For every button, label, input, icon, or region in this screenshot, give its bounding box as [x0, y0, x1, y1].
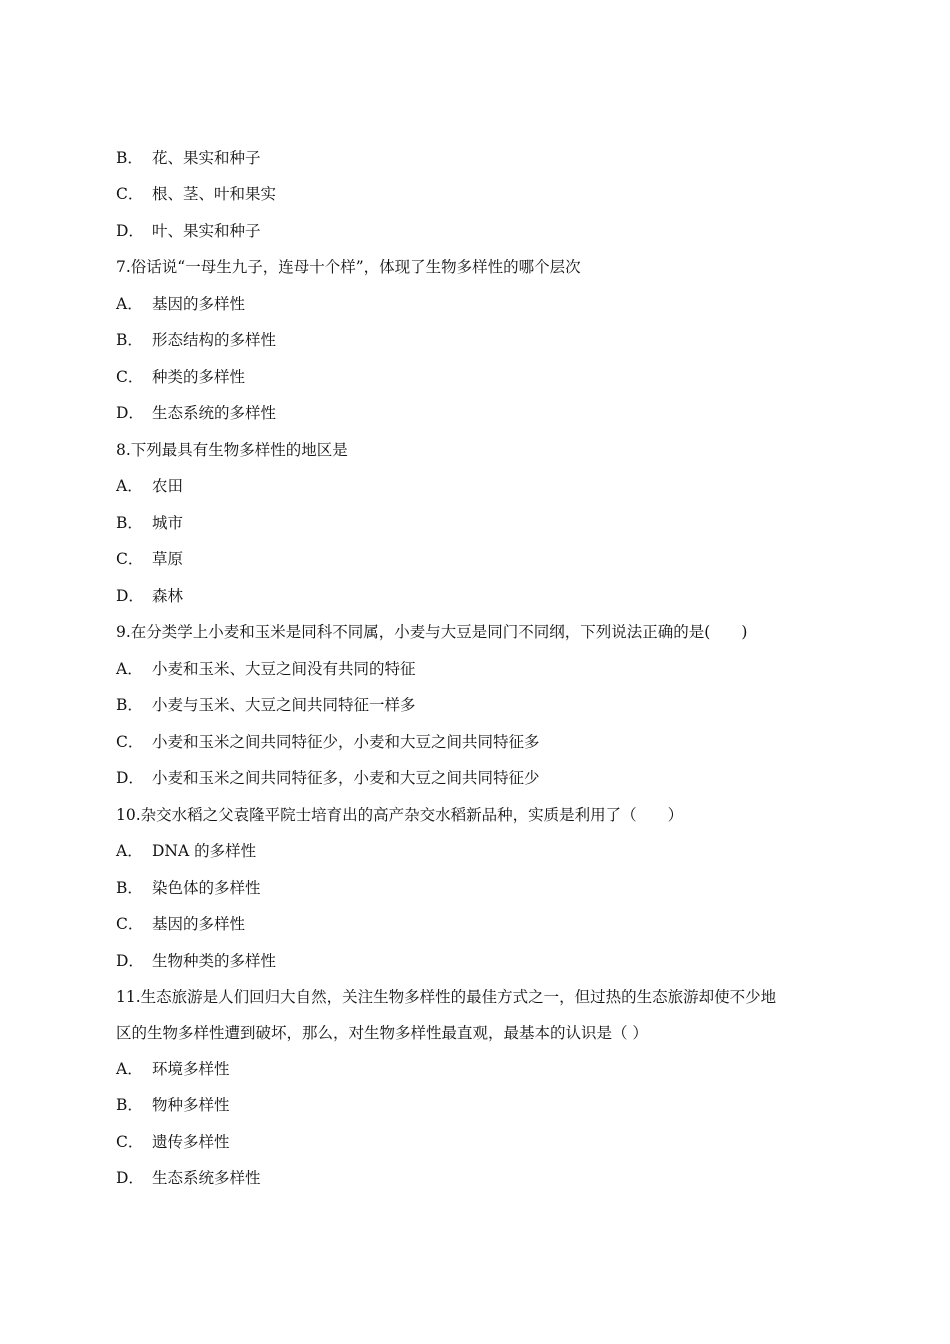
option-8a — [116, 476, 183, 496]
option-7b — [116, 330, 276, 350]
option-text: 遗传多样性 — [152, 1133, 230, 1151]
option-text: 生物种类的多样性 — [152, 952, 277, 970]
option-9a — [116, 659, 416, 679]
option-letter: C． — [116, 733, 144, 751]
question-11-stem-line1: 11.生态旅游是人们回归大自然，关注生物多样性的最佳方式之一，但过热的生态旅游却使不少地 — [116, 988, 777, 1006]
option-text: 生态系统多样性 — [152, 1169, 261, 1187]
option-letter: A． — [116, 477, 143, 495]
option-letter: C． — [116, 185, 144, 203]
option-letter: D． — [116, 404, 144, 422]
option-letter: A． — [116, 295, 143, 313]
option-text: 城市 — [152, 514, 184, 532]
option-text: 草原 — [152, 550, 184, 568]
option-text: 种类的多样性 — [152, 368, 246, 386]
question-11-stem-line2: 区的生物多样性遭到破坏，那么，对生物多样性最直观，最基本的认识是（ ） — [116, 1024, 648, 1042]
option-8d — [116, 586, 183, 606]
option-6c — [116, 184, 276, 204]
option-11a — [116, 1059, 230, 1079]
option-10b — [116, 878, 261, 898]
option-text: 小麦与玉米、大豆之间共同特征一样多 — [152, 696, 416, 714]
option-letter: D． — [116, 222, 144, 240]
option-text: 叶、果实和种子 — [152, 222, 261, 240]
option-text: 生态系统的多样性 — [152, 404, 277, 422]
question-7-stem: 7.俗话说“一母生九子，连母十个样”，体现了生物多样性的哪个层次 — [116, 258, 581, 276]
option-letter: D． — [116, 769, 144, 787]
option-letter: C． — [116, 550, 144, 568]
option-letter: B． — [116, 331, 143, 349]
option-letter: B． — [116, 514, 143, 532]
option-letter: A． — [116, 1060, 143, 1078]
option-text: 物种多样性 — [152, 1096, 230, 1114]
option-text: 环境多样性 — [152, 1060, 230, 1078]
option-text: 小麦和玉米之间共同特征少，小麦和大豆之间共同特征多 — [152, 733, 540, 751]
option-text: 形态结构的多样性 — [152, 331, 277, 349]
question-8-stem: 8.下列最具有生物多样性的地区是 — [116, 441, 348, 459]
option-text: 农田 — [152, 477, 184, 495]
option-text: 小麦和玉米之间共同特征多，小麦和大豆之间共同特征少 — [152, 769, 540, 787]
option-7d — [116, 403, 276, 423]
option-9c — [116, 732, 540, 752]
option-letter: C． — [116, 915, 144, 933]
question-9-stem: 9.在分类学上小麦和玉米是同科不同属，小麦与大豆是同门不同纲，下列说法正确的是( ) — [116, 623, 748, 641]
option-letter: B． — [116, 1096, 143, 1114]
option-11c — [116, 1132, 230, 1152]
option-letter: D． — [116, 952, 144, 970]
option-letter: D． — [116, 1169, 144, 1187]
option-11d — [116, 1168, 261, 1188]
option-text: DNA 的多样性 — [152, 842, 257, 860]
question-10-stem: 10.杂交水稻之父袁隆平院士培育出的高产杂交水稻新品种，实质是利用了（ ） — [116, 806, 684, 824]
option-7c — [116, 367, 245, 387]
option-letter: B． — [116, 879, 143, 897]
option-9d — [116, 768, 540, 788]
option-letter: A． — [116, 842, 143, 860]
option-9b — [116, 695, 416, 715]
option-10a — [116, 841, 256, 861]
option-6b — [116, 148, 261, 168]
option-10d — [116, 951, 276, 971]
option-6d — [116, 221, 261, 241]
option-text: 花、果实和种子 — [152, 149, 261, 167]
option-7a — [116, 294, 245, 314]
option-letter: B． — [116, 149, 143, 167]
option-text: 森林 — [152, 587, 184, 605]
option-letter: A． — [116, 660, 143, 678]
option-text: 染色体的多样性 — [152, 879, 261, 897]
option-text: 基因的多样性 — [152, 295, 246, 313]
option-letter: C． — [116, 368, 144, 386]
option-letter: D． — [116, 587, 144, 605]
option-10c — [116, 914, 245, 934]
option-8b — [116, 513, 183, 533]
option-11b — [116, 1095, 230, 1115]
option-text: 小麦和玉米、大豆之间没有共同的特征 — [152, 660, 416, 678]
option-text: 基因的多样性 — [152, 915, 246, 933]
option-text: 根、茎、叶和果实 — [152, 185, 277, 203]
option-8c — [116, 549, 183, 569]
option-letter: B． — [116, 696, 143, 714]
option-letter: C． — [116, 1133, 144, 1151]
